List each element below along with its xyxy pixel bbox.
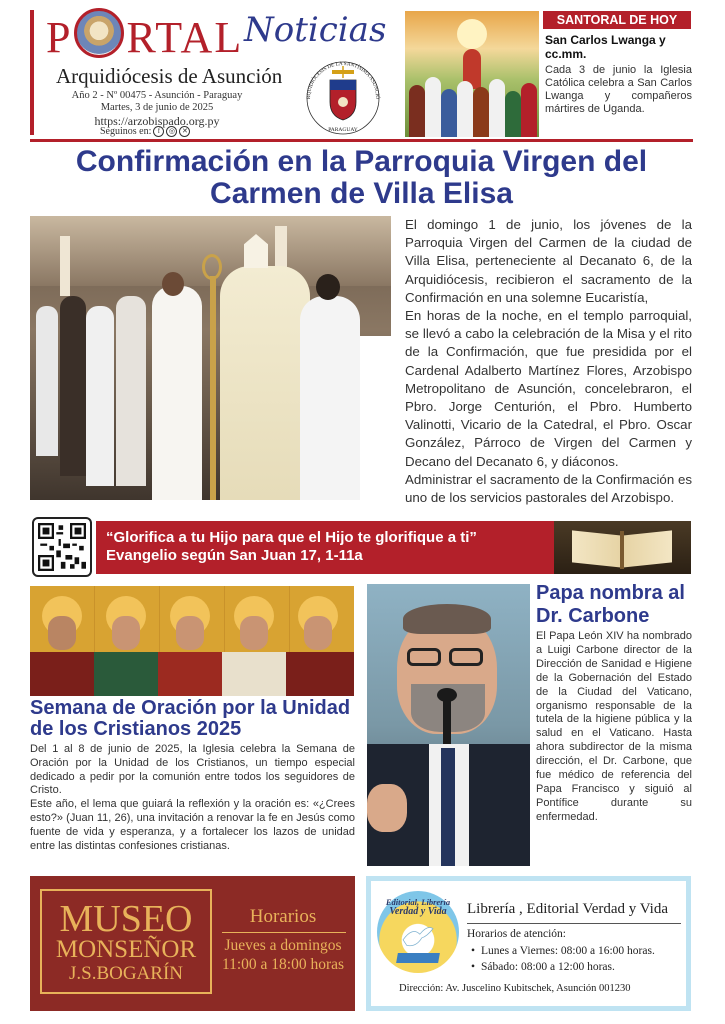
museo-hours: 11:00 a 18:00 horas: [221, 956, 345, 973]
verdad-y-vida-logo-icon: [377, 891, 459, 973]
museo-hours-heading: Horarios: [249, 906, 317, 927]
libreria-logo-line1: Editorial, Librería: [385, 897, 451, 907]
museo-divider: [222, 932, 346, 933]
santoral-text: Cada 3 de junio la Iglesia Católica celebra a San Carlos Lwanga y compañeros mártires de Uganda.: [545, 64, 692, 115]
museo-schedule: [214, 936, 352, 974]
museo-name: [42, 898, 210, 985]
confirmation-photo: [30, 216, 391, 500]
semana-headline: Semana de Oración por la Unidad de los Cristianos 2025: [30, 697, 351, 740]
main-headline: Confirmación en la Parroquia Virgen del Carmen de Villa Elisa: [75, 145, 648, 210]
libreria-address: Dirección: Av. Juscelino Kubitschek, Asunción 001230: [399, 983, 631, 994]
libreria-title: Librería , Editorial Verdad y Vida: [467, 901, 668, 917]
logo-letters-rtal: RTAL: [126, 13, 244, 62]
museo-name-line3: J.S.BOGARÍN: [68, 963, 184, 984]
qr-code-icon[interactable]: [32, 517, 92, 577]
gospel-quote: “Glorifica a tu Hijo para que el Hijo te glorifique a ti”: [106, 529, 477, 546]
website-link[interactable]: https://arzobispado.org.py: [94, 114, 220, 128]
libreria-hours-item: • Sábado: 08:00 a 12:00 horas.: [471, 959, 655, 975]
header-accent-bar: [30, 10, 34, 135]
libreria-hours-item: • Lunes a Viernes: 08:00 a 16:00 horas.: [471, 943, 655, 959]
semana-paragraph: Este año, el lema que guiará la reflexión y la oración es: «¿Crees esto?» (Juan 11, 26), una invitación a renovar la fe en Jesús como fuente de vida y esperanza, y a fortalecer los lazos de unidad entre las distintas confesiones cristianas.: [30, 798, 355, 852]
santoral-title: San Carlos Lwanga y cc.mm.: [545, 33, 666, 61]
dr-carbone-photo: [367, 584, 530, 866]
noticias-logo: Noticias: [244, 10, 387, 50]
libreria-hours-heading: Horarios de atención:: [467, 928, 566, 940]
dove-icon: [399, 923, 437, 951]
museo-days: Jueves a domingos: [224, 937, 342, 954]
papa-text: El Papa León XIV ha nombrado a Luigi Carbone director de la Dirección de Sanidad e Higiene de la Gobernación del Estado de la Ciudad del Vaticano, organismo responsable de la tutela de la higiene pública y la salud en el Vaticano. Hasta ahora subdirector de la misma dirección, el Dr. Carbone, que fue médico de referencia del Papa Francisco y siguió al Pontífice durante su enfermedad.: [536, 630, 692, 823]
issue-info: [62, 90, 252, 128]
museo-advert[interactable]: [30, 876, 355, 1011]
santoral-heading: SANTORAL DE HOY: [543, 11, 691, 29]
semana-paragraph: Del 1 al 8 de junio de 2025, la Iglesia celebra la Semana de Oración por la Unidad de los Cristianos, un tiempo especial dedicado a pedir por la comunión entre todos los seguidores de Cristo.: [30, 743, 355, 797]
main-story-paragraph: El domingo 1 de junio, los jóvenes de la Parroquia Virgen del Carmen de la ciudad de Villa Elisa, perteneciente al Decanato 6, de la Arquidiócesis, recibieron el sacramento de la Confirmación en una solemne Eucaristía,: [405, 217, 692, 305]
church-fathers-icon-image: [30, 586, 354, 696]
gospel-banner: [96, 521, 556, 574]
open-bible-image: [554, 521, 691, 574]
museo-name-line2: MONSEÑOR: [55, 936, 197, 963]
issue-date: Martes, 3 de junio de 2025: [100, 102, 214, 113]
libreria-card: [371, 881, 686, 1006]
logo-letter-p: P: [46, 13, 73, 62]
portal-logo[interactable]: [46, 8, 243, 63]
semana-text: [30, 743, 355, 853]
museo-name-line1: MUSEO: [59, 898, 193, 940]
libreria-hours-list: [471, 943, 655, 975]
archdiocese-seal-icon: [300, 56, 386, 136]
x-icon[interactable]: ✕: [179, 126, 190, 137]
main-story-paragraph: Administrar el sacramento de la Confirmación es uno de los servicios pastorales del Arzobispo.: [405, 471, 692, 506]
facebook-icon[interactable]: f: [153, 126, 164, 137]
header-divider: [30, 139, 693, 142]
social-links: [100, 126, 190, 137]
issue-number: Año 2 - Nº 00475 - Asunción - Paraguay: [71, 90, 243, 101]
museo-name-box: [40, 889, 212, 994]
archdiocese-name: Arquidiócesis de Asunción: [56, 64, 283, 88]
main-story-paragraph: En horas de la noche, en el templo parroquial, se llevó a cabo la celebración de la Misa y el rito de la Confirmación, que fue presidida por el Cardenal Adalberto Martínez Flores, Arzobispo Metropolitano de Asunción, concelebraron, el Pbro. Jorge Centurión, el Pbro. Humberto Valinotti, Vicario de la Catedral, el Pbro. Oscar González, Párroco de Virgen del Carmen y Decano del Decanato 6, y diáconos.: [405, 308, 692, 469]
main-story-text: [405, 216, 692, 507]
virgin-mary-medallion-icon: [74, 8, 124, 58]
uganda-martyrs-image: [405, 11, 539, 137]
seal-text-top: RQUIDIÓCESIS DE LA SANTÍSIMA ASUNCIÓ: [305, 60, 381, 100]
papa-headline: Papa nombra al Dr. Carbone: [536, 582, 685, 627]
libreria-advert[interactable]: [366, 876, 691, 1011]
instagram-icon[interactable]: ◎: [166, 126, 177, 137]
libreria-logo-text: [377, 897, 459, 917]
libreria-logo-line2: Verdad y Vida: [389, 906, 447, 917]
seal-text-bottom: PARAGUAY: [328, 127, 358, 133]
libreria-divider: [467, 923, 681, 924]
follow-label: Seguinos en:: [100, 126, 152, 137]
gospel-reference: Evangelio según San Juan 17, 1-11a: [106, 547, 363, 564]
